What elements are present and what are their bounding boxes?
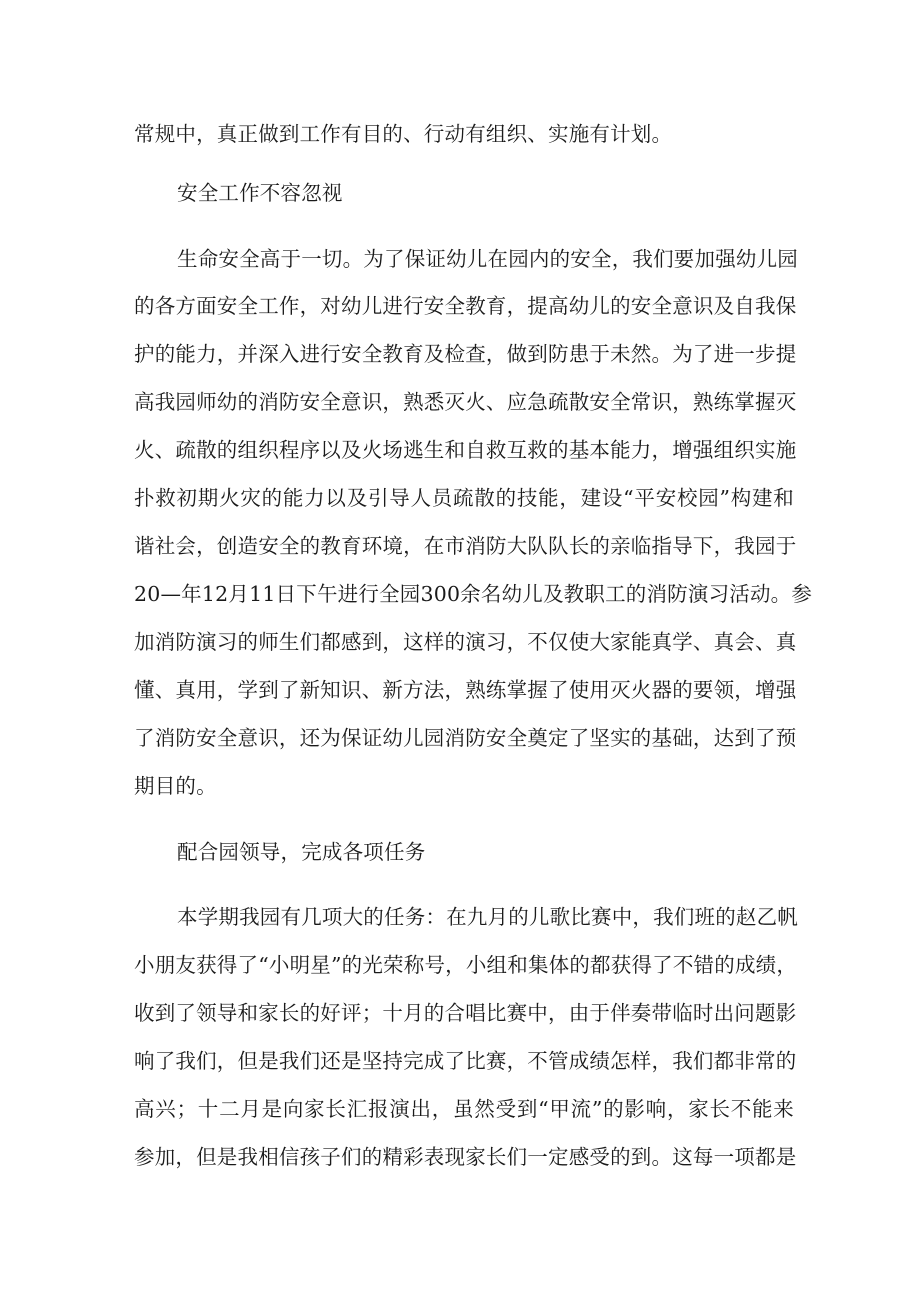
text-line-15: 配合园领导，完成各项任务 [177, 840, 426, 864]
text-line-4: 的各方面安全工作，对幼儿进行安全教育，提高幼儿的安全意识及自我保 [134, 294, 797, 318]
text-line-13: 了消防安全意识，还为保证幼儿园消防安全奠定了坚实的基础，达到了预 [134, 726, 797, 750]
text-line-17: 小朋友获得了“小明星”的光荣称号，小组和集体的都获得了不错的成绩， [134, 953, 798, 977]
text-line-6: 高我园师幼的消防安全意识，熟悉灭火、应急疏散安全常识，熟练掌握灭 [134, 390, 797, 414]
text-line-14: 期目的。 [134, 774, 217, 798]
text-line-10: 20—年12月11日下午进行全园300余名幼儿及教职工的消防演习活动。参 [134, 582, 813, 606]
text-line-1: 常规中，真正做到工作有目的、行动有组织、实施有计划。 [134, 122, 673, 146]
text-line-9: 谐社会，创造安全的教育环境，在市消防大队队长的亲临指导下，我园于 [134, 534, 797, 558]
text-line-16: 本学期我园有几项大的任务：在九月的儿歌比赛中，我们班的赵乙帆 [177, 905, 798, 929]
text-line-2: 安全工作不容忽视 [177, 181, 343, 205]
text-line-3: 生命安全高于一切。为了保证幼儿在园内的安全，我们要加强幼儿园 [177, 247, 798, 271]
text-line-20: 高兴；十二月是向家长汇报演出，虽然受到“甲流”的影响，家长不能来 [134, 1097, 794, 1121]
text-line-5: 护的能力，并深入进行安全教育及检查，做到防患于未然。为了进一步提 [134, 342, 797, 366]
text-line-12: 懂、真用，学到了新知识、新方法，熟练掌握了使用灭火器的要领，增强 [134, 678, 797, 702]
text-line-18: 收到了领导和家长的好评；十月的合唱比赛中，由于伴奏带临时出问题影 [134, 1001, 797, 1025]
text-line-7: 火、疏散的组织程序以及火场逃生和自救互救的基本能力，增强组织实施 [134, 438, 797, 462]
text-line-19: 响了我们，但是我们还是坚持完成了比赛，不管成绩怎样，我们都非常的 [134, 1049, 797, 1073]
text-line-8: 扑救初期火灾的能力以及引导人员疏散的技能，建设“平安校园”构建和 [134, 486, 794, 510]
text-line-11: 加消防演习的师生们都感到，这样的演习，不仅使大家能真学、真会、真 [134, 630, 797, 654]
text-line-21: 参加，但是我相信孩子们的精彩表现家长们一定感受的到。这每一项都是 [134, 1145, 797, 1169]
